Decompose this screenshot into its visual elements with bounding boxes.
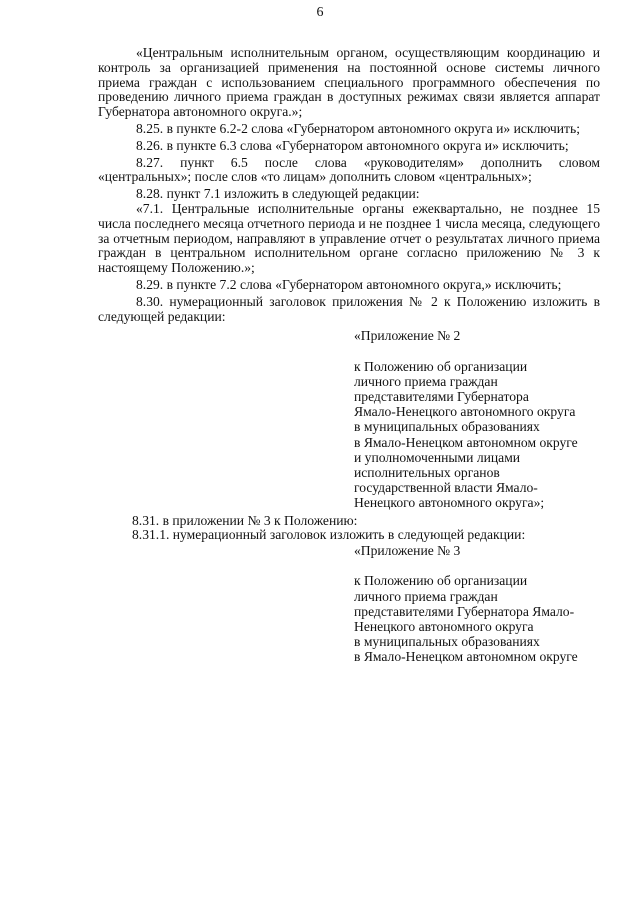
paragraph-8-28: 8.28. пункт 7.1 изложить в следующей редакции:	[136, 186, 420, 202]
paragraph-8-31-1: 8.31.1. нумерационный заголовок изложить в следующей редакции:	[132, 527, 526, 543]
paragraph-8-27: 8.27. пункт 6.5 после слова «руководителям» дополнить словом «центральных»; после слов «то лицам» дополнить словом «центральных»;	[98, 154, 600, 185]
appendix-2-line: исполнительных органов	[354, 464, 500, 480]
appendix-2-line: в муниципальных образованиях	[354, 419, 540, 435]
paragraph-8-25: 8.25. в пункте 6.2-2 слова «Губернатором автономного округа и» исключить;	[136, 120, 580, 136]
appendix-2-line: Ненецкого автономного округа»;	[354, 495, 545, 511]
appendix-2-line: государственной власти Ямало-	[354, 480, 538, 496]
appendix-3-line: представителями Губернатора Ямало-	[354, 603, 575, 619]
appendix-2-line: Ямало-Ненецкого автономного округа	[354, 404, 576, 420]
appendix-2-line: и уполномоченными лицами	[354, 449, 521, 465]
appendix-2-line: представителями Губернатора	[354, 388, 529, 404]
paragraph-8-26: 8.26. в пункте 6.3 слова «Губернатором автономного округа и» исключить;	[136, 137, 569, 153]
appendix-2-line: в Ямало-Ненецком автономном округе	[354, 434, 578, 450]
page-number: 6	[316, 5, 324, 20]
appendix-3-line: в муниципальных образованиях	[354, 634, 540, 650]
appendix-2-heading	[354, 328, 600, 510]
appendix-3-title: «Приложение № 3	[354, 543, 461, 559]
appendix-3-line: личного приема граждан	[354, 588, 498, 604]
appendix-2-line: к Положению об организации	[354, 358, 528, 374]
appendix-2-line: личного приема граждан	[354, 373, 498, 389]
paragraph-central-body: «Центральным исполнительным органом, осуществляющим координацию и контроль за организацией применения на постоянной основе системы личного приема граждан с использованием специального программного обеспечения по проведению личного приема граждан в доступных режимах связи является аппарат Губернатора автономного округа.»;	[98, 45, 600, 120]
appendix-3-line: в Ямало-Ненецком автономном округе	[354, 649, 578, 665]
appendix-3-line: к Положению об организации	[354, 573, 528, 589]
document-body	[98, 46, 600, 665]
appendix-3-line: Ненецкого автономного округа	[354, 618, 534, 634]
appendix-2-title: «Приложение № 2	[354, 328, 461, 344]
appendix-3-heading	[354, 543, 600, 664]
paragraph-7-1-text: «7.1. Центральные исполнительные органы ежеквартально, не позднее 15 числа последнего месяца отчетного периода и не позднее 1 числа месяца, следующего за отчетным периодом, направляют в управление отчет о результатах личного приема граждан в центральном исполнительном органе согласно приложению № 3 к настоящему Положению.»;	[98, 200, 600, 276]
paragraph-8-31: 8.31. в приложении № 3 к Положению:	[132, 512, 358, 528]
paragraph-8-29: 8.29. в пункте 7.2 слова «Губернатором автономного округа,» исключить;	[136, 276, 562, 292]
paragraph-8-30: 8.30. нумерационный заголовок приложения № 2 к Положению изложить в следующей редакции:	[98, 293, 600, 324]
